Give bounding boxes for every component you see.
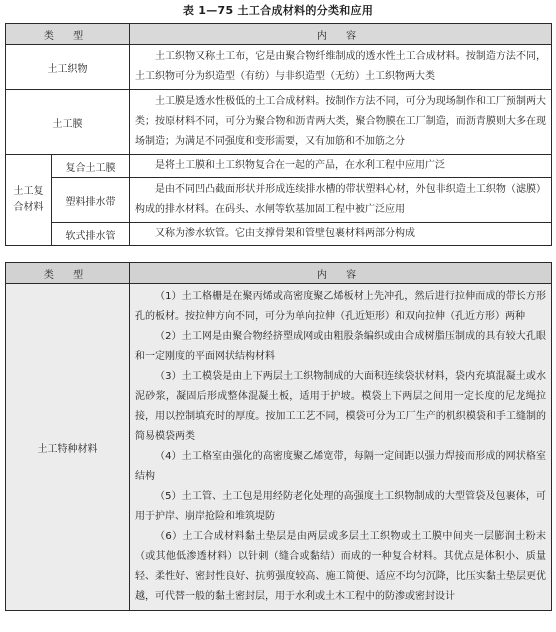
- special-item-geo-mattress: （3）土工模袋是由上下两层土工织物制成的大面积连续袋状材料，袋内充填混凝土或水泥砂浆，凝固后形成整体混凝土板，适用于护坡。模袋上下两层之间用一定长度的尼龙绳拉接，用以控制填充时的厚度。按加工工艺不同，模袋可分为工厂生产的机织模袋和手工缝制的简易模袋两类: [135, 371, 546, 442]
- special-item-geocell: （4）土工格室由强化的高密度聚乙烯宽带，每隔一定间距以强力焊接而形成的网状格室结构: [135, 451, 546, 482]
- row-content-geomembrane: 土工膜是透水性极低的土工合成材料。按制作方法不同，可分为现场制作和工厂预制两大类；按原材料不同，可分为聚合物和沥青两大类，聚合物膜在工厂制造，而沥青膜则大多在现场制造；为满足不同强度和变形需要，又有加筋和不加筋之分: [130, 90, 552, 155]
- header-content: 内 容: [130, 24, 552, 45]
- special-item-geotube: （5）土工管、土工包是用经防老化处理的高强度土工织物制成的大型管袋及包裹体，可用于护岸、崩岸抢险和堆筑堤防: [135, 491, 546, 522]
- row-content-geotextile: 土工织物又称土工布，它是由聚合物纤维制成的透水性土工合成材料。按制造方法不同，土工织物可分为织造型（有纺）与非织造型（无纺）土工织物两大类: [130, 45, 552, 90]
- row-type-geotextile: 土工织物: [6, 45, 130, 90]
- table-row: [6, 155, 552, 178]
- row-type-special: 土工特种材料: [6, 284, 130, 611]
- special-materials-table: [5, 262, 552, 611]
- table-header-row: [6, 263, 552, 284]
- table-header-row: [6, 24, 552, 45]
- table-row: [6, 223, 552, 246]
- table-row: [6, 284, 552, 611]
- header-type: 类 型: [6, 263, 130, 284]
- table-row: [6, 178, 552, 223]
- special-item-geogrid: （1）土工格栅是在聚丙烯或高密度聚乙烯板材上先冲孔，然后进行拉伸而成的带长方形孔的板材。按拉伸方向不同，可分为单向拉伸（孔近矩形）和双向拉伸（孔近方形）两种: [135, 291, 546, 322]
- header-type: 类 型: [6, 24, 130, 45]
- classification-table: [5, 23, 552, 246]
- content-composite-geomembrane: 是将土工膜和土工织物复合在一起的产品，在水利工程中应用广泛: [130, 155, 552, 178]
- table-row: [6, 90, 552, 155]
- header-content: 内 容: [130, 263, 552, 284]
- subtype-plastic-drain-board: 塑料排水带: [52, 178, 130, 223]
- content-plastic-drain-board: 是由不同凹凸截面形状并形成连续排水槽的带状塑料心材，外包非织造土工织物（滤膜）构成的排水材料。在码头、水闸等软基加固工程中被广泛应用: [130, 178, 552, 223]
- table-title: 表 1—75 土工合成材料的分类和应用: [182, 4, 374, 17]
- special-item-gcl: （6）土工合成材料黏土垫层是由两层或多层土工织物或土工膜中间夹一层膨润土粉末（或其他低渗透材料）以针刺（缝合或黏结）而成的一种复合材料。其优点是体积小、质量轻、柔性好、密封性良好、抗剪强度较高、施工简便、适应不均匀沉降，比压实黏土垫层更优越，可代替一般的黏土密封层，用于水利或土木工程中的防渗或密封设计: [135, 531, 546, 602]
- special-item-geonet: （2）土工网是由聚合物经挤塑成网或由粗股条编织或由合成树脂压制成的具有较大孔眼和一定刚度的平面网状结构材料: [135, 331, 546, 362]
- content-soft-drain-pipe: 又称为渗水软管。它由支撑骨架和管壁包裹材料两部分构成: [130, 223, 552, 246]
- row-type-composite: 土工复合材料: [6, 155, 52, 246]
- row-type-geomembrane: 土工膜: [6, 90, 130, 155]
- subtype-soft-drain-pipe: 软式排水管: [52, 223, 130, 246]
- table-row: [6, 45, 552, 90]
- row-content-special: [130, 284, 552, 611]
- subtype-composite-geomembrane: 复合土工膜: [52, 155, 130, 178]
